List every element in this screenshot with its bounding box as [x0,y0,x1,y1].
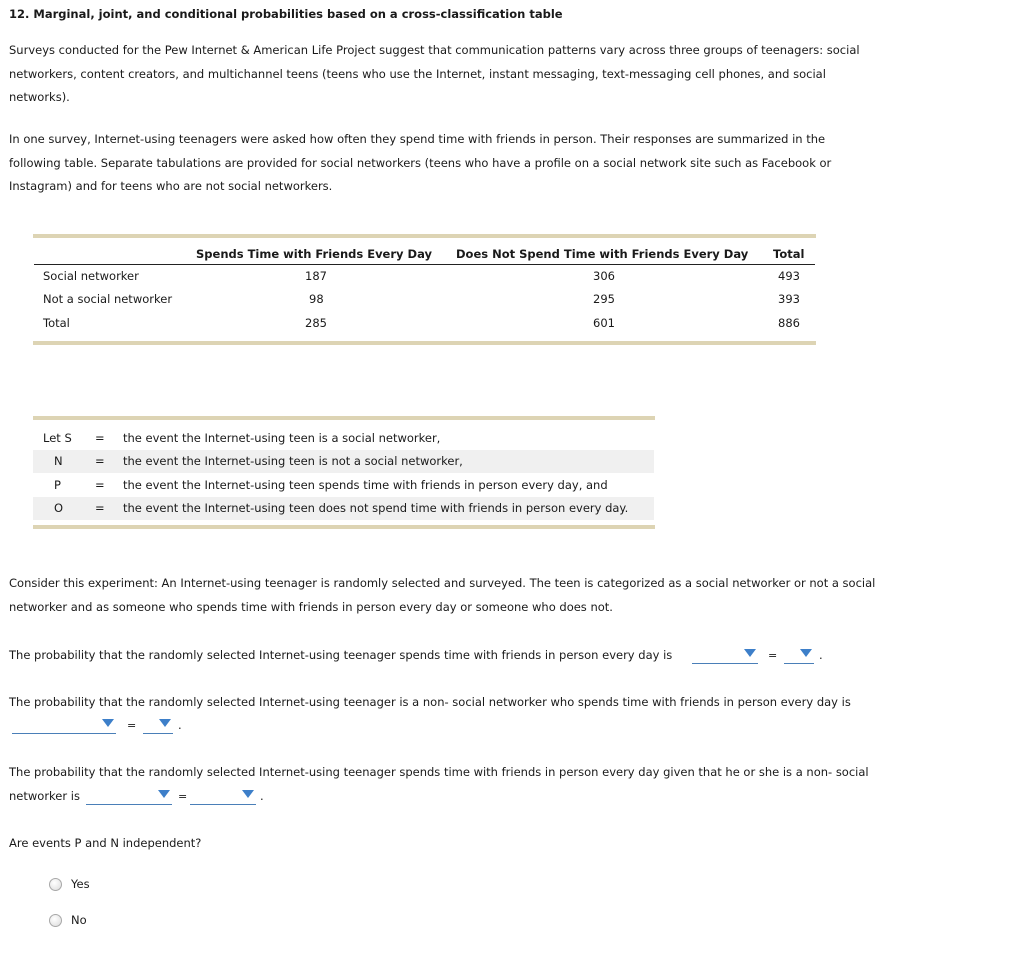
radio-no-label: No [71,913,87,927]
cell-social-total: 493 [778,269,800,283]
q1-period: . [819,648,823,662]
intro-line-2: networkers, content creators, and multichannel teens (teens who use the Internet, instant messaging, text-messaging cell phones, and social [9,66,826,81]
header-total: Total [773,247,805,261]
cell-notsocial-total: 393 [778,292,800,306]
definition-text: the event the Internet-using teen spends time with friends in person every day, and [123,478,608,492]
chevron-down-icon [102,719,114,727]
definition-symbol: N [54,454,63,468]
q3-value-dropdown[interactable] [190,786,256,805]
survey-line-3: Instagram) and for teens who are not social networkers. [9,179,333,193]
radio-no[interactable] [49,914,62,927]
chevron-down-icon [158,790,170,798]
radio-yes-label: Yes [71,877,90,891]
definition-row [33,474,654,497]
intro-paragraph [9,39,1009,110]
cell-total-spends: 285 [305,316,327,330]
survey-line-2: following table. Separate tabulations are provided for social networkers (teens who have a profile on a social network site such as Facebook or [9,155,832,170]
row-label-not-social: Not a social networker [43,292,173,306]
header-spends-time: Spends Time with Friends Every Day [196,247,432,261]
q3-numerator-dropdown[interactable] [86,786,172,805]
survey-paragraph [9,128,1009,199]
definition-equals: = [95,478,105,492]
definition-row [33,427,654,450]
q3-text-line-2: networker is [9,789,80,803]
cell-social-spends: 187 [305,269,327,283]
definition-text: the event the Internet-using teen is not a social networker, [123,454,463,468]
chevron-down-icon [242,790,254,798]
definition-symbol: O [54,501,64,515]
q2-numerator-dropdown[interactable] [12,715,116,734]
experiment-paragraph [9,572,1009,619]
definition-row [33,450,654,473]
question-title: 12. Marginal, joint, and conditional probabilities based on a cross-classification table [9,7,563,21]
q3-equals: = [178,790,188,803]
q2-period: . [178,718,182,732]
definition-equals: = [95,501,105,515]
definition-row [33,497,654,520]
cell-notsocial-not: 295 [593,292,615,306]
intro-line-1: Surveys conducted for the Pew Internet & American Life Project suggest that communication patterns vary across three groups of teenagers: social [9,43,860,57]
definitions-bottom-rule [33,525,655,529]
definitions-top-rule [33,416,655,420]
row-label-social: Social networker [43,269,139,283]
chevron-down-icon [800,649,812,657]
cell-total-not: 601 [593,316,615,330]
table-top-rule [33,234,816,238]
experiment-line-2: networker and as someone who spends time with friends in person every day or someone who does not. [9,599,613,614]
q1-value-dropdown[interactable] [784,645,814,664]
table-bottom-rule [33,341,816,345]
q1-numerator-dropdown[interactable] [692,645,758,664]
header-underline [34,264,815,265]
definition-text: the event the Internet-using teen does not spend time with friends in person every day. [123,501,629,515]
cell-social-not: 306 [593,269,615,283]
chevron-down-icon [159,719,171,727]
cell-notsocial-spends: 98 [309,292,324,306]
q4-text: Are events P and N independent? [9,836,202,850]
header-does-not-spend: Does Not Spend Time with Friends Every Day [456,247,749,261]
q1-equals: = [768,649,778,662]
q2-text: The probability that the randomly selected Internet-using teenager is a non- social networker who spends time with friends in person every day is [9,695,851,709]
q2-value-dropdown[interactable] [143,715,173,734]
definition-symbol: P [54,478,61,492]
row-label-total: Total [43,316,70,330]
chevron-down-icon [744,649,756,657]
radio-yes[interactable] [49,878,62,891]
definition-equals: = [95,431,105,445]
q2-equals: = [127,719,137,732]
definition-equals: = [95,454,105,468]
definition-symbol: Let S [43,431,72,445]
cell-grand-total: 886 [778,316,800,330]
intro-line-3: networks). [9,90,70,104]
definition-text: the event the Internet-using teen is a social networker, [123,431,441,445]
experiment-line-1: Consider this experiment: An Internet-using teenager is randomly selected and surveyed. The teen is categorized as a social networker or not a social [9,576,876,590]
q3-text-line-1: The probability that the randomly selected Internet-using teenager spends time with friends in person every day given that he or she is a non- social [9,765,869,779]
survey-line-1: In one survey, Internet-using teenagers were asked how often they spend time with friends in person. Their responses are summarized in the [9,132,826,146]
q3-period: . [260,789,264,803]
q1-text: The probability that the randomly selected Internet-using teenager spends time with friends in person every day is [9,648,673,662]
